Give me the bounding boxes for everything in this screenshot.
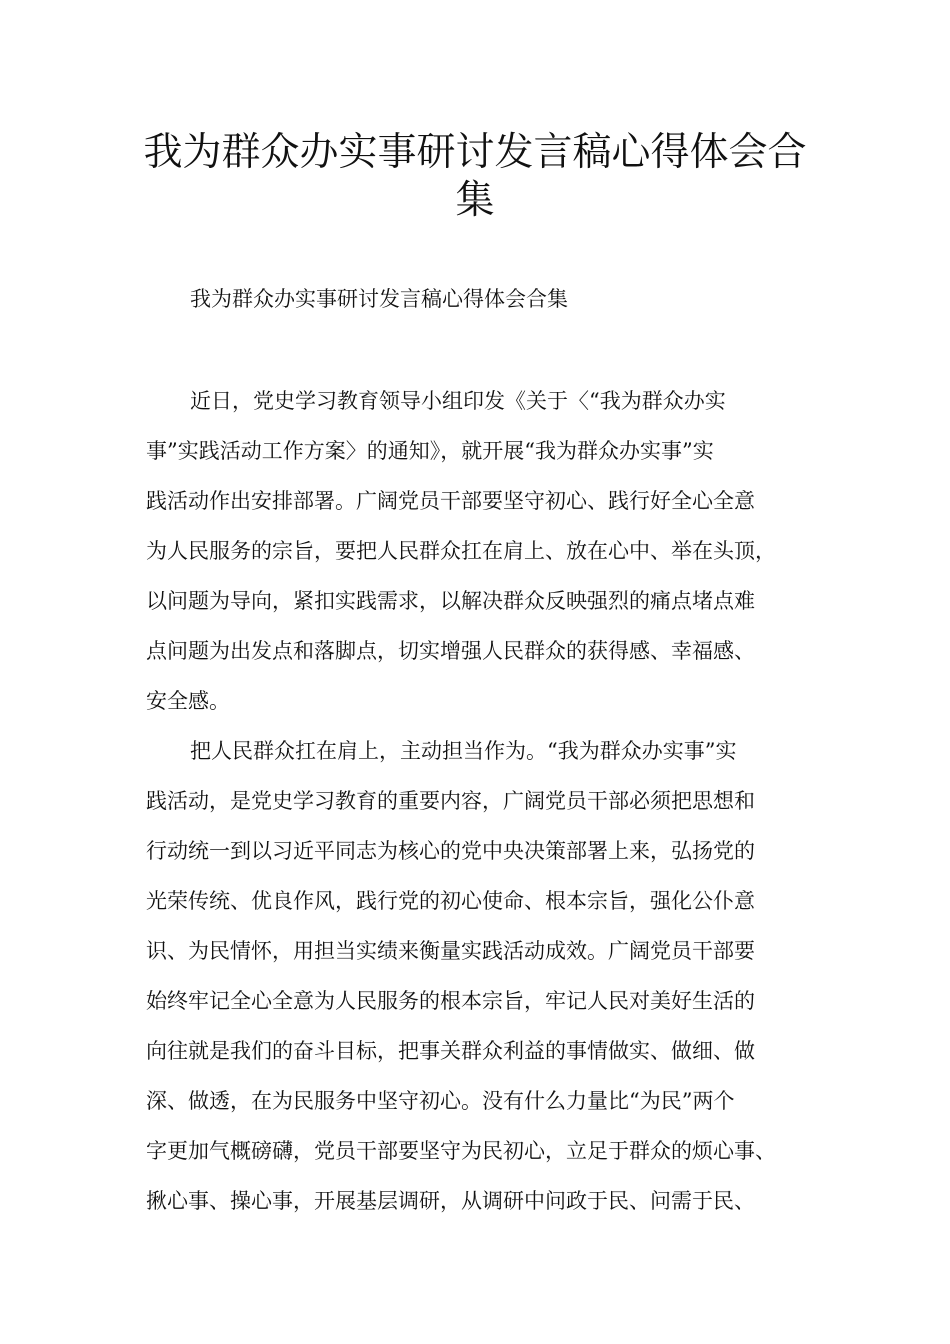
paragraph-2-line: 始终牢记全心全意为人民服务的根本宗旨，牢记人民对美好生活的 [146, 989, 755, 1013]
paragraph-1-line: 为人民服务的宗旨，要把人民群众扛在肩上、放在心中、举在头顶， [146, 539, 776, 563]
paragraph-1-line: 事”实践活动工作方案〉的通知》，就开展“我为群众办实事”实 [146, 439, 714, 463]
document-body [146, 381, 846, 1231]
paragraph-2-line: 践活动，是党史学习教育的重要内容，广阔党员干部必须把思想和 [146, 789, 755, 813]
paragraph-2-line: 光荣传统、优良作风，践行党的初心使命、根本宗旨，强化公仆意 [146, 889, 755, 913]
paragraph-2-line: 行动统一到以习近平同志为核心的党中央决策部署上来，弘扬党的 [146, 839, 755, 863]
paragraph-2-line: 深、做透，在为民服务中坚守初心。没有什么力量比“为民”两个 [146, 1089, 735, 1113]
paragraph-2-line: 识、为民情怀，用担当实绩来衡量实践活动成效。广阔党员干部要 [146, 939, 755, 963]
paragraph-1-line: 践活动作出安排部署。广阔党员干部要坚守初心、践行好全心全意 [146, 489, 755, 513]
paragraph-2-line: 揪心事、操心事，开展基层调研，从调研中问政于民、问需于民、 [146, 1189, 755, 1213]
paragraph-2-line: 把人民群众扛在肩上，主动担当作为。“我为群众办实事”实 [190, 739, 737, 763]
paragraph-2-line: 向往就是我们的奋斗目标，把事关群众利益的事情做实、做细、做 [146, 1039, 755, 1063]
paragraph-2-line: 字更加气概磅礴，党员干部要坚守为民初心，立足于群众的烦心事、 [146, 1139, 776, 1163]
document-title-line-1: 我为群众办实事研讨发言稿心得体会合 [143, 130, 807, 175]
document-subtitle: 我为群众办实事研讨发言稿心得体会合集 [190, 287, 568, 311]
document-title-line-2: 集 [455, 178, 495, 223]
paragraph-1-line: 近日，党史学习教育领导小组印发《关于〈“我为群众办实 [190, 389, 726, 413]
paragraph-1-line: 点问题为出发点和落脚点，切实增强人民群众的获得感、幸福感、 [146, 639, 755, 663]
paragraph-1-line: 以问题为导向，紧扣实践需求，以解决群众反映强烈的痛点堵点难 [146, 589, 755, 613]
paragraph-1-line: 安全感。 [146, 689, 230, 713]
